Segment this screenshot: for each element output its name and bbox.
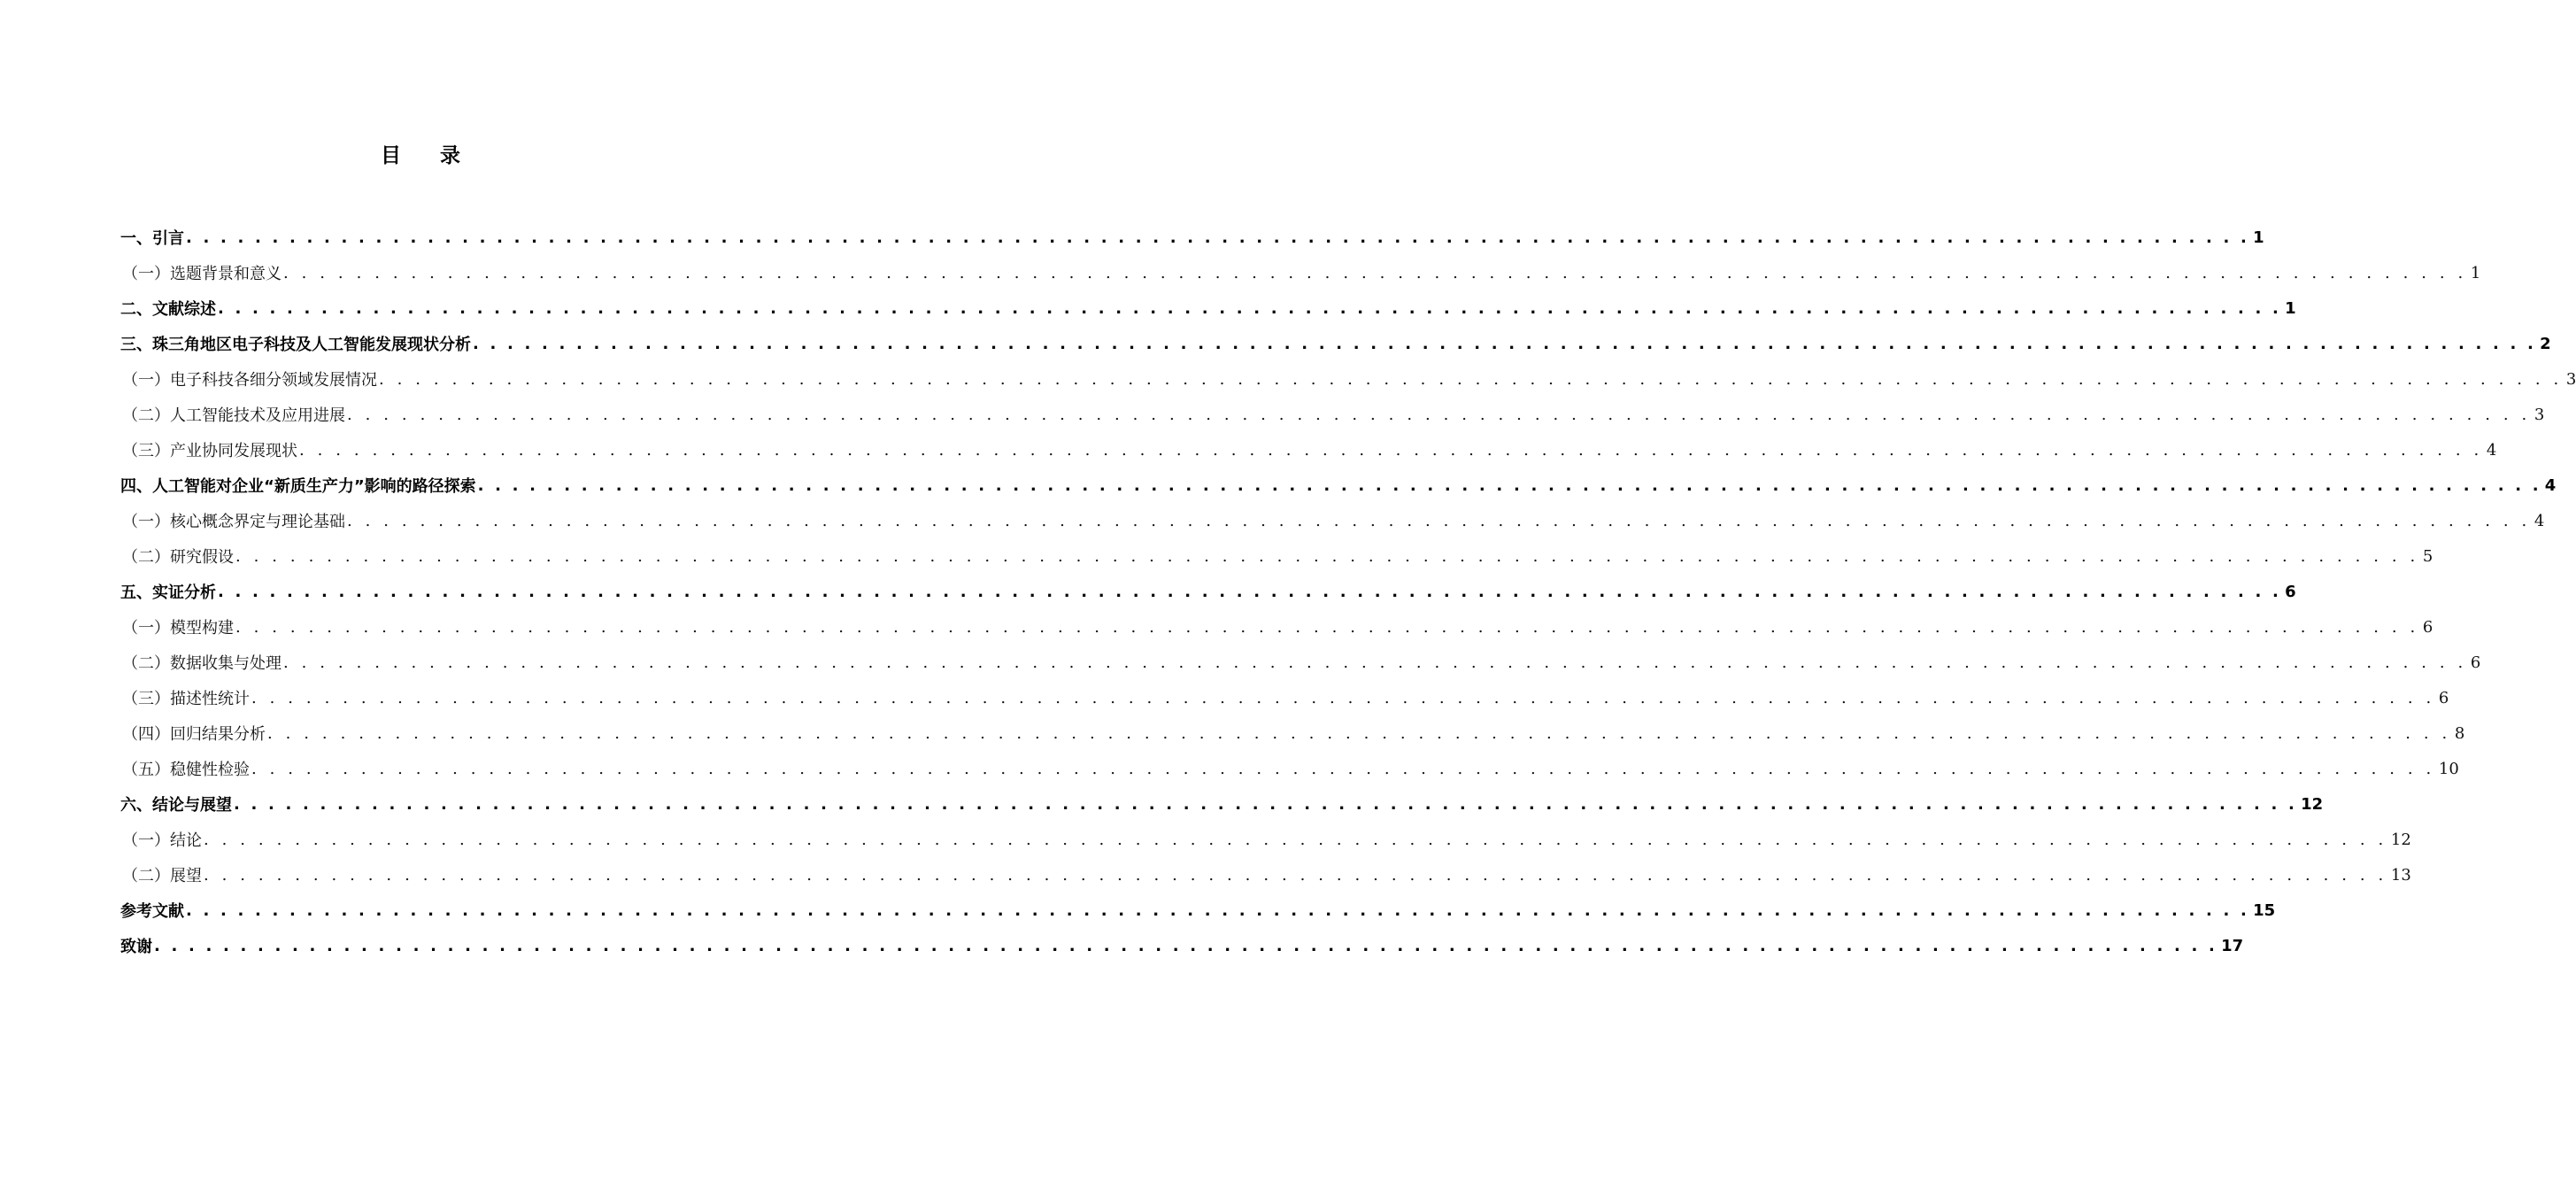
toc-chapter-entry[interactable] [120, 468, 2557, 503]
toc-page-number: 4 [2486, 440, 2497, 460]
toc-dot-leader: . . . . . . . . . . . . . . . . . . . . . . . . . . . . . . . . . . . . . . . . . . . . . . . . . . . . . . . . . . . . . . . . . . . . . . . . . . . . . . . . . . . . . . . . . . . . . . . . . . . . . . . . . . . . . . . . . . . . . . . . [267, 723, 2451, 743]
toc-page-number: 1 [2470, 263, 2481, 282]
toc-page-number: 3 [2534, 405, 2545, 424]
toc-chapter-entry[interactable] [120, 574, 2296, 609]
toc-entry-label: （一）选题背景和意义 [122, 265, 282, 283]
table-of-contents [120, 220, 2576, 963]
toc-page-number: 6 [2470, 653, 2481, 672]
toc-dot-leader: . . . . . . . . . . . . . . . . . . . . . . . . . . . . . . . . . . . . . . . . . . . . . . . . . . . . . . . . . . . . . . . . . . . . . . . . . . . . . . . . . . . . . . . . . . . . . . . . . . . . . . . . . . . . . . . . . . . . . . . . [299, 440, 2483, 460]
toc-dot-leader: . . . . . . . . . . . . . . . . . . . . . . . . . . . . . . . . . . . . . . . . . . . . . . . . . . . . . . . . . . . . . . . . . . . . . . . . . . . . . . . . . . . . . . . . . . . . . . . . . . . . . . . . . . . . . . . . . . . . . . . . [154, 936, 2218, 955]
toc-entry-label: 二、文献综述 [120, 300, 216, 319]
toc-entry-label: （一）模型构建 [122, 619, 234, 638]
toc-entry-label: （一）核心概念界定与理论基础 [122, 513, 345, 531]
toc-entry-label: （三）产业协同发展现状 [122, 442, 297, 460]
toc-dot-leader: . . . . . . . . . . . . . . . . . . . . . . . . . . . . . . . . . . . . . . . . . . . . . . . . . . . . . . . . . . . . . . . . . . . . . . . . . . . . . . . . . . . . . . . . . . . . . . . . . . . . . . . . . . . . . . . . . . . . . . . . [347, 511, 2531, 530]
toc-page-number: 5 [2422, 546, 2433, 566]
toc-page-number: 13 [2390, 865, 2411, 885]
toc-entry-label: （三）描述性统计 [122, 690, 250, 708]
toc-entry-label: （一）电子科技各细分领域发展情况 [122, 371, 377, 390]
toc-page-number: 6 [2438, 688, 2449, 707]
toc-entry-label: 三、珠三角地区电子科技及人工智能发展现状分析 [120, 336, 471, 354]
toc-page-number: 12 [2301, 794, 2324, 814]
toc-chapter-entry[interactable] [120, 786, 2324, 822]
toc-entry-label: 致谢 [120, 938, 152, 956]
toc-dot-leader: . . . . . . . . . . . . . . . . . . . . . . . . . . . . . . . . . . . . . . . . . . . . . . . . . . . . . . . . . . . . . . . . . . . . . . . . . . . . . . . . . . . . . . . . . . . . . . . . . . . . . . . . . . . . . . . . . . . . . . . . [218, 582, 2282, 601]
toc-entry-label: （二）人工智能技术及应用进展 [122, 406, 345, 425]
toc-section-entry[interactable] [120, 432, 2497, 468]
toc-entry-label: 参考文献 [120, 902, 184, 921]
toc-section-entry[interactable] [120, 715, 2465, 751]
toc-entry-label: （一）结论 [122, 831, 202, 850]
toc-entry-label: 六、结论与展望 [120, 796, 232, 815]
toc-dot-leader: . . . . . . . . . . . . . . . . . . . . . . . . . . . . . . . . . . . . . . . . . . . . . . . . . . . . . . . . . . . . . . . . . . . . . . . . . . . . . . . . . . . . . . . . . . . . . . . . . . . . . . . . . . . . . . . . . . . . . . . . [283, 653, 2467, 672]
toc-entry-label: （四）回归结果分析 [122, 725, 266, 744]
toc-chapter-entry[interactable] [120, 326, 2551, 361]
toc-section-entry[interactable] [120, 751, 2459, 786]
toc-section-entry[interactable] [120, 822, 2411, 857]
toc-section-entry[interactable] [120, 857, 2411, 892]
toc-dot-leader: . . . . . . . . . . . . . . . . . . . . . . . . . . . . . . . . . . . . . . . . . . . . . . . . . . . . . . . . . . . . . . . . . . . . . . . . . . . . . . . . . . . . . . . . . . . . . . . . . . . . . . . . . . . . . . . . . . . . . . . . [347, 405, 2531, 424]
toc-dot-leader: . . . . . . . . . . . . . . . . . . . . . . . . . . . . . . . . . . . . . . . . . . . . . . . . . . . . . . . . . . . . . . . . . . . . . . . . . . . . . . . . . . . . . . . . . . . . . . . . . . . . . . . . . . . . . . . . . . . . . . . . [235, 546, 2419, 566]
toc-page-number: 1 [2285, 298, 2296, 318]
toc-chapter-entry[interactable] [120, 220, 2264, 255]
toc-page-number: 4 [2534, 511, 2545, 530]
toc-dot-leader: . . . . . . . . . . . . . . . . . . . . . . . . . . . . . . . . . . . . . . . . . . . . . . . . . . . . . . . . . . . . . . . . . . . . . . . . . . . . . . . . . . . . . . . . . . . . . . . . . . . . . . . . . . . . . . . . . . . . . . . . [186, 900, 2250, 920]
toc-dot-leader: . . . . . . . . . . . . . . . . . . . . . . . . . . . . . . . . . . . . . . . . . . . . . . . . . . . . . . . . . . . . . . . . . . . . . . . . . . . . . . . . . . . . . . . . . . . . . . . . . . . . . . . . . . . . . . . . . . . . . . . . [186, 228, 2250, 247]
title-char-1: 目 [381, 144, 401, 167]
toc-page-number: 15 [2253, 900, 2276, 920]
toc-entry-label: （二）研究假设 [122, 548, 234, 567]
toc-page-number: 10 [2438, 759, 2459, 778]
toc-entry-label: （二）展望 [122, 867, 202, 885]
toc-entry-label: 五、实证分析 [120, 583, 216, 602]
title-char-2: 录 [440, 144, 460, 167]
toc-page-number: 17 [2221, 936, 2244, 955]
toc-dot-leader: . . . . . . . . . . . . . . . . . . . . . . . . . . . . . . . . . . . . . . . . . . . . . . . . . . . . . . . . . . . . . . . . . . . . . . . . . . . . . . . . . . . . . . . . . . . . . . . . . . . . . . . . . . . . . . . . . . . . . . . . [251, 688, 2435, 707]
toc-section-entry[interactable] [120, 645, 2481, 680]
toc-page-number: 2 [2540, 334, 2551, 353]
toc-chapter-entry[interactable] [120, 290, 2296, 326]
toc-entry-label: （五）稳健性检验 [122, 761, 250, 779]
toc-section-entry[interactable] [120, 609, 2433, 645]
toc-section-entry[interactable] [120, 361, 2576, 397]
toc-page-number: 12 [2390, 830, 2411, 849]
toc-entry-label: 一、引言 [120, 229, 184, 248]
page-title [0, 140, 841, 172]
toc-dot-leader: . . . . . . . . . . . . . . . . . . . . . . . . . . . . . . . . . . . . . . . . . . . . . . . . . . . . . . . . . . . . . . . . . . . . . . . . . . . . . . . . . . . . . . . . . . . . . . . . . . . . . . . . . . . . . . . . . . . . . . . . [251, 759, 2435, 778]
toc-page-number: 6 [2285, 582, 2296, 601]
toc-section-entry[interactable] [120, 255, 2481, 290]
toc-page-number: 1 [2253, 228, 2264, 247]
toc-dot-leader: . . . . . . . . . . . . . . . . . . . . . . . . . . . . . . . . . . . . . . . . . . . . . . . . . . . . . . . . . . . . . . . . . . . . . . . . . . . . . . . . . . . . . . . . . . . . . . . . . . . . . . . . . . . . . . . . . . . . . . . . [204, 865, 2387, 885]
toc-dot-leader: . . . . . . . . . . . . . . . . . . . . . . . . . . . . . . . . . . . . . . . . . . . . . . . . . . . . . . . . . . . . . . . . . . . . . . . . . . . . . . . . . . . . . . . . . . . . . . . . . . . . . . . . . . . . . . . . . . . . . . . . [283, 263, 2467, 282]
toc-page-number: 4 [2544, 475, 2557, 495]
toc-dot-leader: . . . . . . . . . . . . . . . . . . . . . . . . . . . . . . . . . . . . . . . . . . . . . . . . . . . . . . . . . . . . . . . . . . . . . . . . . . . . . . . . . . . . . . . . . . . . . . . . . . . . . . . . . . . . . . . . . . . . . . . . [379, 369, 2563, 389]
toc-dot-leader: . . . . . . . . . . . . . . . . . . . . . . . . . . . . . . . . . . . . . . . . . . . . . . . . . . . . . . . . . . . . . . . . . . . . . . . . . . . . . . . . . . . . . . . . . . . . . . . . . . . . . . . . . . . . . . . . . . . . . . . . [204, 830, 2387, 849]
toc-dot-leader: . . . . . . . . . . . . . . . . . . . . . . . . . . . . . . . . . . . . . . . . . . . . . . . . . . . . . . . . . . . . . . . . . . . . . . . . . . . . . . . . . . . . . . . . . . . . . . . . . . . . . . . . . . . . . . . . . . . . . . . . [234, 794, 2298, 814]
toc-section-entry[interactable] [120, 503, 2545, 538]
toc-section-entry[interactable] [120, 680, 2449, 715]
toc-page-number: 8 [2454, 723, 2465, 743]
toc-page-number: 6 [2422, 617, 2433, 637]
toc-page-number: 3 [2565, 369, 2576, 389]
toc-entry-label: （二）数据收集与处理 [122, 654, 282, 673]
toc-dot-leader: . . . . . . . . . . . . . . . . . . . . . . . . . . . . . . . . . . . . . . . . . . . . . . . . . . . . . . . . . . . . . . . . . . . . . . . . . . . . . . . . . . . . . . . . . . . . . . . . . . . . . . . . . . . . . . . . . . . . . . . . [477, 475, 2541, 495]
toc-dot-leader: . . . . . . . . . . . . . . . . . . . . . . . . . . . . . . . . . . . . . . . . . . . . . . . . . . . . . . . . . . . . . . . . . . . . . . . . . . . . . . . . . . . . . . . . . . . . . . . . . . . . . . . . . . . . . . . . . . . . . . . . [235, 617, 2419, 637]
toc-chapter-entry[interactable] [120, 892, 2276, 928]
toc-entry-label: 四、人工智能对企业“新质生产力”影响的路径探索 [120, 477, 476, 496]
toc-section-entry[interactable] [120, 538, 2433, 574]
toc-section-entry[interactable] [120, 397, 2545, 432]
toc-chapter-entry[interactable] [120, 928, 2244, 963]
toc-dot-leader: . . . . . . . . . . . . . . . . . . . . . . . . . . . . . . . . . . . . . . . . . . . . . . . . . . . . . . . . . . . . . . . . . . . . . . . . . . . . . . . . . . . . . . . . . . . . . . . . . . . . . . . . . . . . . . . . . . . . . . . . [218, 298, 2282, 318]
toc-dot-leader: . . . . . . . . . . . . . . . . . . . . . . . . . . . . . . . . . . . . . . . . . . . . . . . . . . . . . . . . . . . . . . . . . . . . . . . . . . . . . . . . . . . . . . . . . . . . . . . . . . . . . . . . . . . . . . . . . . . . . . . . [473, 334, 2537, 353]
